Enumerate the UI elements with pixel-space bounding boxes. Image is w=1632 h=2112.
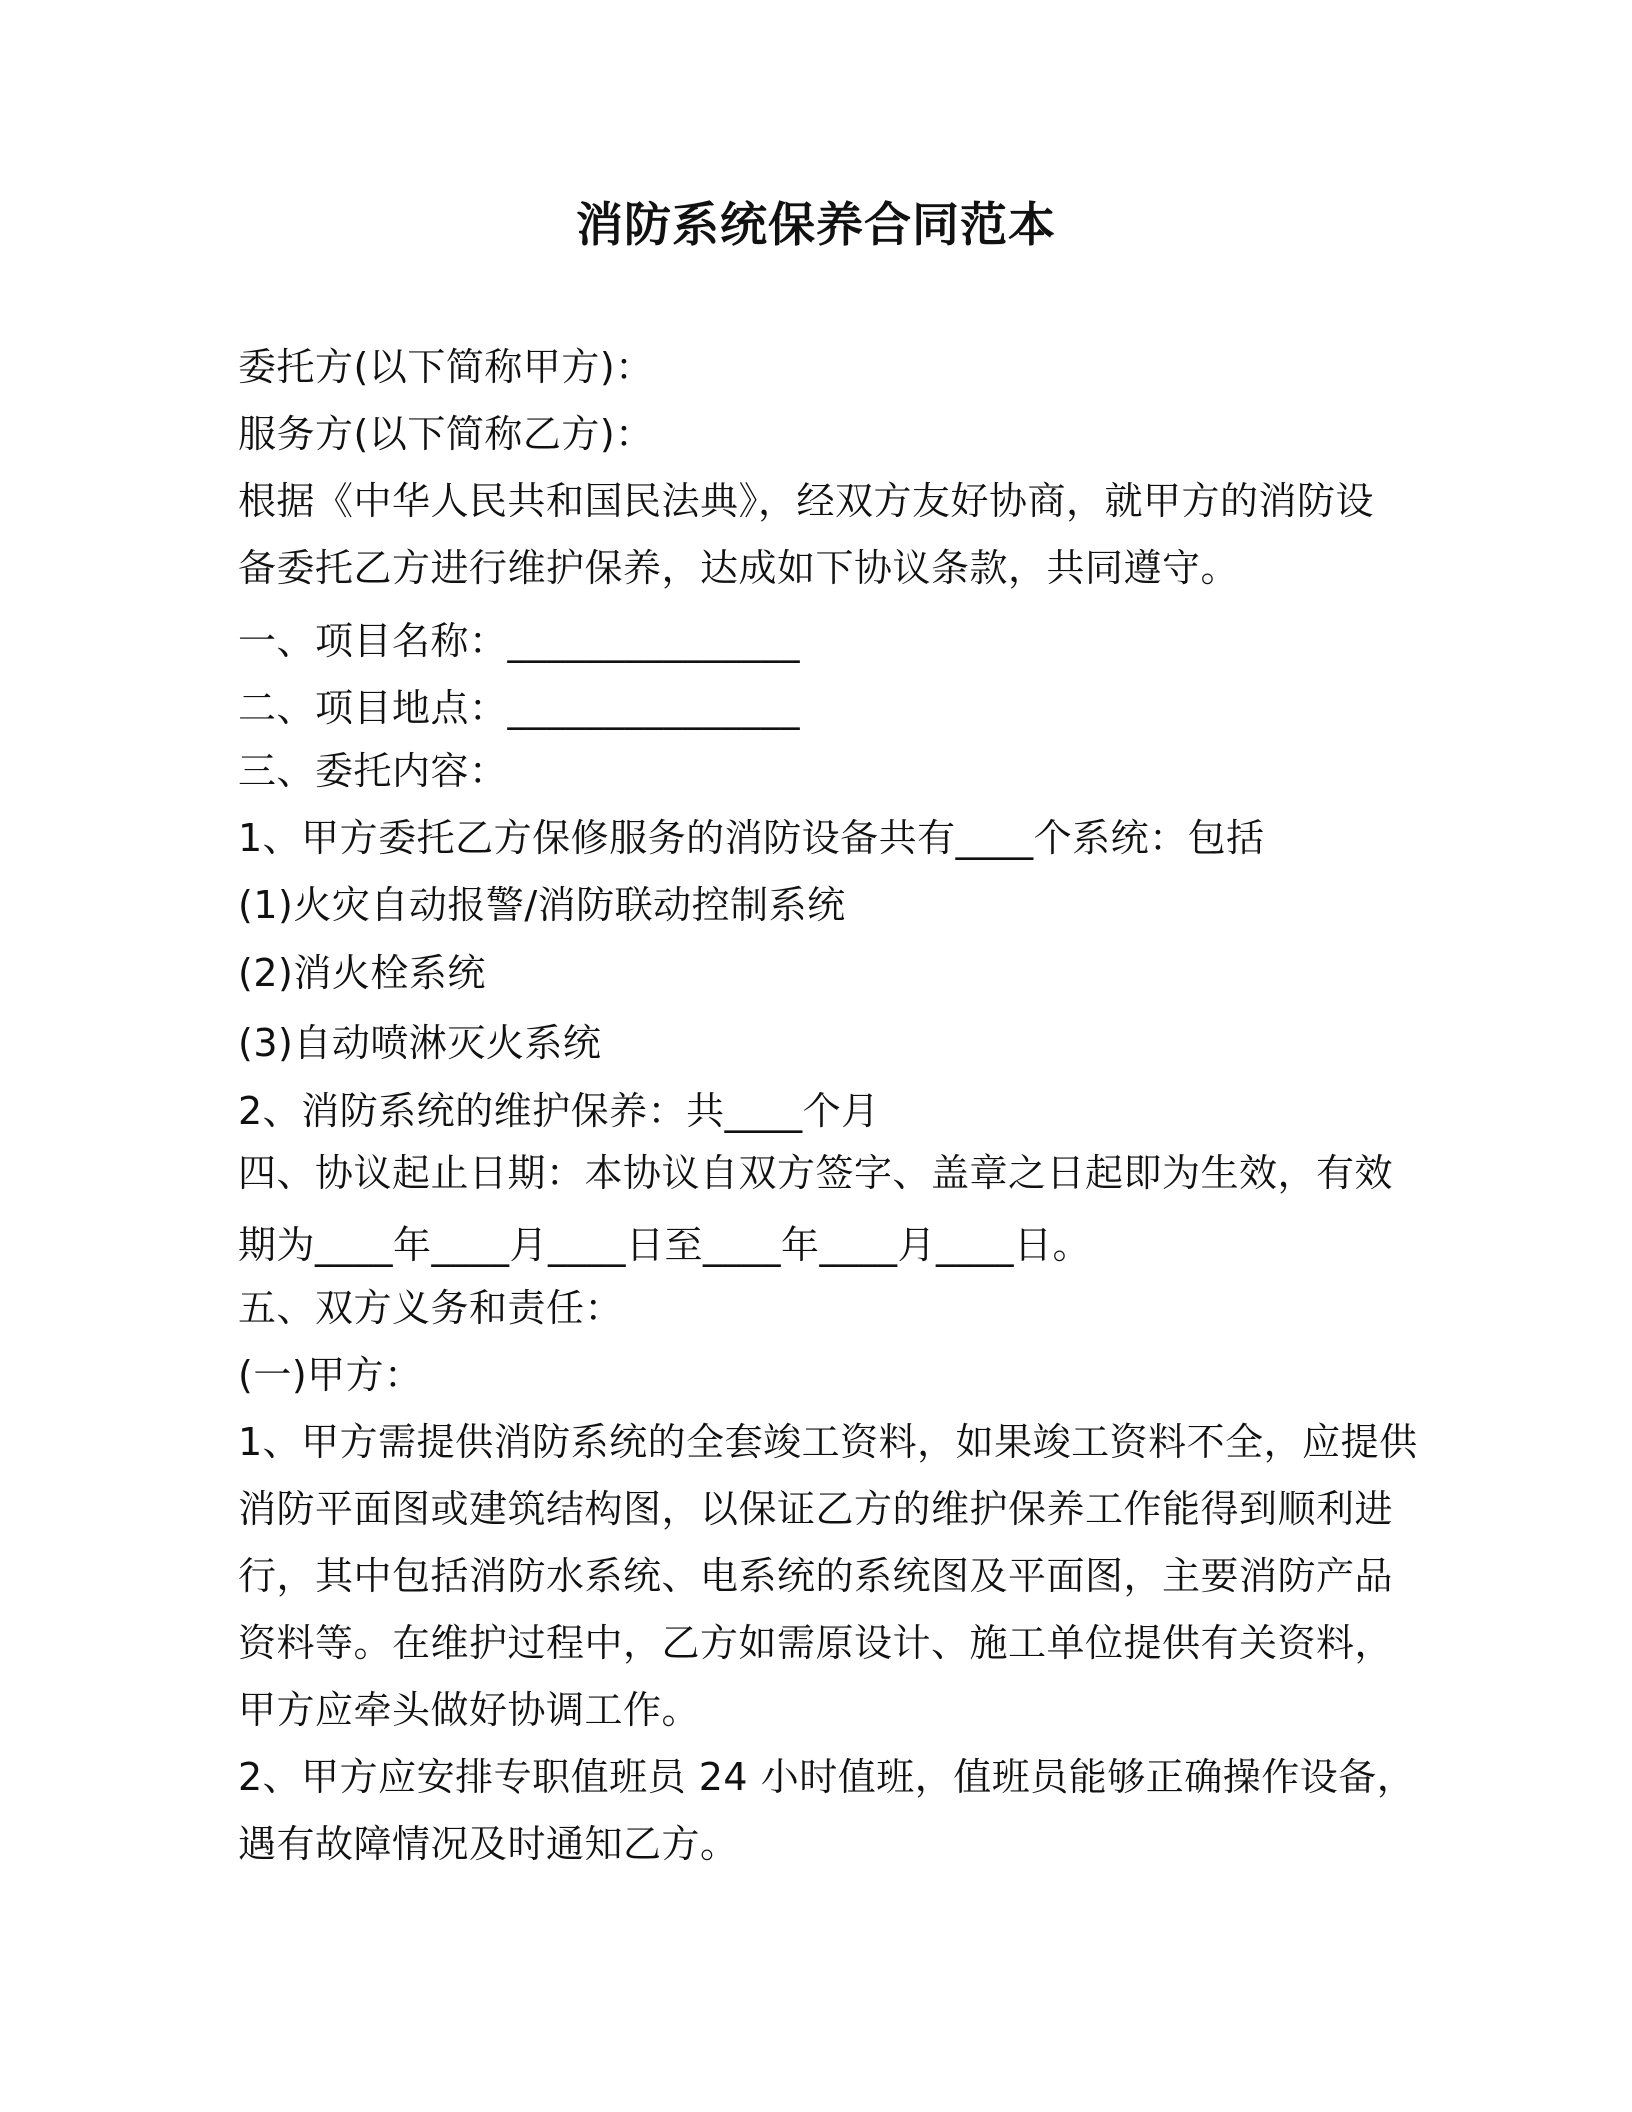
party-a-clause-1-line-3: 行，其中包括消防水系统、电系统的系统图及平面图，主要消防产品 xyxy=(238,1554,1394,1598)
preamble-line-2: 备委托乙方进行维护保养，达成如下协议条款，共同遵守。 xyxy=(238,546,1240,590)
system-item-2: (2)消火栓系统 xyxy=(238,951,486,995)
party-a-clause-2-line-2: 遇有故障情况及时通知乙方。 xyxy=(238,1822,739,1866)
project-location-line: 二、项目地点：_______________ xyxy=(238,686,801,730)
party-a-line: 委托方(以下简称甲方)： xyxy=(238,345,654,389)
party-b-line: 服务方(以下简称乙方)： xyxy=(238,412,654,456)
section-3-item-1: 1、甲方委托乙方保修服务的消防设备共有____个系统：包括 xyxy=(238,816,1265,860)
party-a-clause-2-line-1: 2、甲方应安排专职值班员 24 小时值班，值班员能够正确操作设备， xyxy=(238,1755,1416,1799)
section-3-item-2: 2、消防系统的维护保养：共____个月 xyxy=(238,1089,880,1133)
party-a-clause-1-line-4: 资料等。在维护过程中，乙方如需原设计、施工单位提供有关资料， xyxy=(238,1621,1394,1665)
party-a-subheading: (一)甲方： xyxy=(238,1353,423,1397)
section-4-line-2: 期为____年____月____日至____年____月____日。 xyxy=(238,1223,1092,1267)
party-a-clause-1-line-2: 消防平面图或建筑结构图，以保证乙方的维护保养工作能得到顺利进 xyxy=(238,1487,1394,1531)
section-5-heading: 五、双方义务和责任： xyxy=(238,1286,624,1330)
section-4-line-1: 四、协议起止日期：本协议自双方签字、盖章之日起即为生效，有效 xyxy=(238,1151,1394,1195)
system-item-1: (1)火灾自动报警/消防联动控制系统 xyxy=(238,883,846,927)
section-3-heading: 三、委托内容： xyxy=(238,749,508,793)
party-a-clause-1-line-5: 甲方应牵头做好协调工作。 xyxy=(238,1688,701,1732)
system-item-3: (3)自动喷淋灭火系统 xyxy=(238,1021,602,1065)
preamble-line-1: 根据《中华人民共和国民法典》，经双方友好协商，就甲方的消防设 xyxy=(238,479,1375,523)
party-a-clause-1-line-1: 1、甲方需提供消防系统的全套竣工资料，如果竣工资料不全，应提供 xyxy=(238,1420,1418,1464)
project-name-line: 一、项目名称：_______________ xyxy=(238,619,801,663)
document-title: 消防系统保养合同范本 xyxy=(576,198,1056,253)
